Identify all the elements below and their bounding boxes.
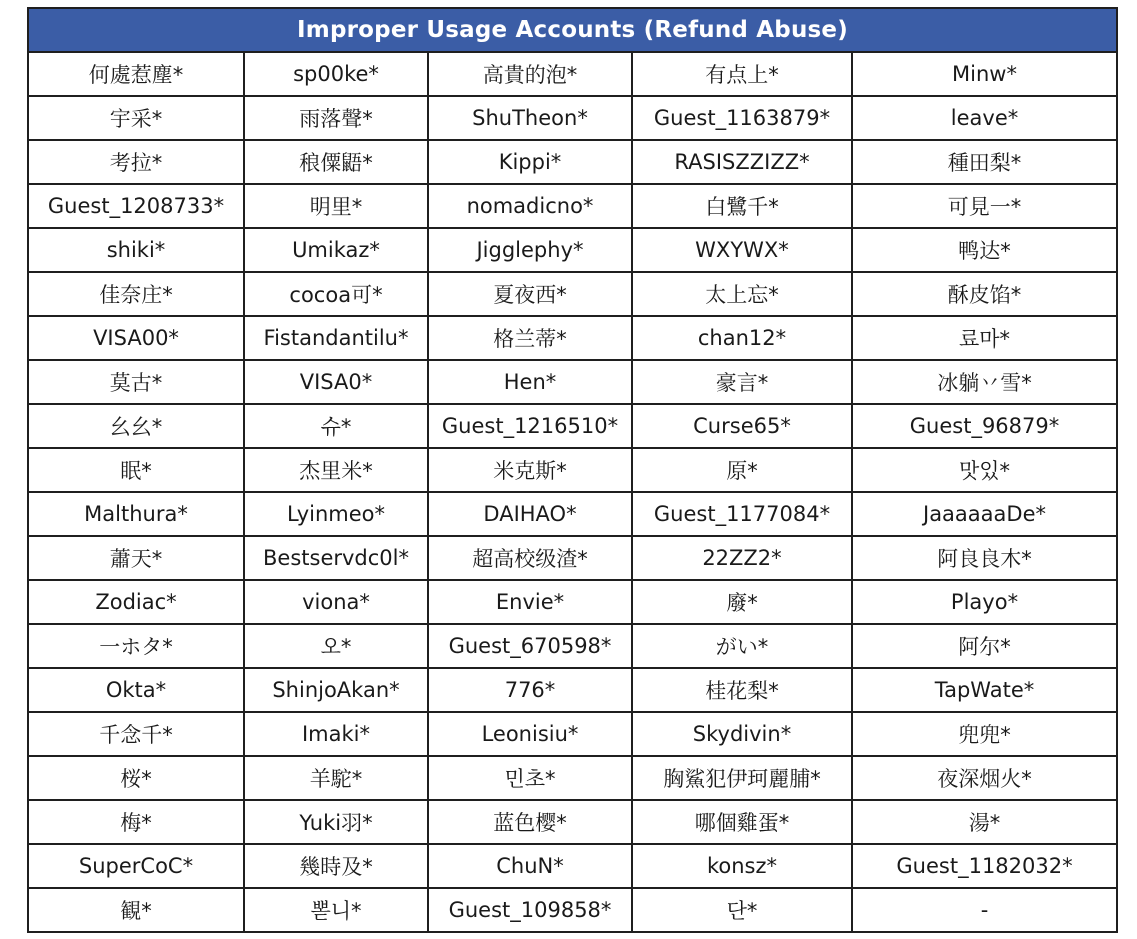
account-cell: viona*: [244, 580, 428, 624]
account-cell: 何處惹塵*: [28, 52, 244, 96]
account-cell: 蕭天*: [28, 536, 244, 580]
account-cell: 桜*: [28, 756, 244, 800]
account-cell: Skydivin*: [632, 712, 852, 756]
account-cell: Guest_1216510*: [428, 404, 632, 448]
account-cell: WXYWX*: [632, 228, 852, 272]
account-cell: 豪言*: [632, 360, 852, 404]
account-cell: 胸鯊犯伊珂麗脯*: [632, 756, 852, 800]
account-cell: VISA0*: [244, 360, 428, 404]
account-cell: Guest_109858*: [428, 888, 632, 932]
account-cell: ChuN*: [428, 844, 632, 888]
account-cell: 22ZZ2*: [632, 536, 852, 580]
table-row: [28, 184, 1117, 228]
account-cell: 맛있*: [852, 448, 1117, 492]
account-cell: Guest_96879*: [852, 404, 1117, 448]
account-cell: 格兰蒂*: [428, 316, 632, 360]
account-cell: 哪個雞蛋*: [632, 800, 852, 844]
account-cell: VISA00*: [28, 316, 244, 360]
table-row: [28, 624, 1117, 668]
account-cell: Curse65*: [632, 404, 852, 448]
account-cell: 湯*: [852, 800, 1117, 844]
account-cell: JaaaaaaDe*: [852, 492, 1117, 536]
account-cell: 776*: [428, 668, 632, 712]
table-row: [28, 140, 1117, 184]
account-cell: 原*: [632, 448, 852, 492]
table-row: [28, 536, 1117, 580]
account-cell: sp00ke*: [244, 52, 428, 96]
account-cell: 可見一*: [852, 184, 1117, 228]
account-cell: Malthura*: [28, 492, 244, 536]
account-cell: Guest_1177084*: [632, 492, 852, 536]
table-row: [28, 404, 1117, 448]
account-cell: 佳奈庄*: [28, 272, 244, 316]
account-cell: 白鷺千*: [632, 184, 852, 228]
account-cell: ShinjoAkan*: [244, 668, 428, 712]
table-body: [28, 52, 1117, 932]
account-cell: Minw*: [852, 52, 1117, 96]
account-cell: Hen*: [428, 360, 632, 404]
account-cell: がい*: [632, 624, 852, 668]
table-row: [28, 228, 1117, 272]
table-row: [28, 316, 1117, 360]
table-row: [28, 52, 1117, 96]
account-cell: 超高校级渣*: [428, 536, 632, 580]
account-cell: 冰躺丷雪*: [852, 360, 1117, 404]
account-cell: 観*: [28, 888, 244, 932]
account-cell: Yuki羽*: [244, 800, 428, 844]
account-cell: Guest_670598*: [428, 624, 632, 668]
account-cell: Playo*: [852, 580, 1117, 624]
account-cell: 오*: [244, 624, 428, 668]
account-cell: 明里*: [244, 184, 428, 228]
account-cell: Okta*: [28, 668, 244, 712]
account-cell: 阿良良木*: [852, 536, 1117, 580]
table-row: [28, 668, 1117, 712]
account-cell: leave*: [852, 96, 1117, 140]
table-row: [28, 360, 1117, 404]
account-cell: 廢*: [632, 580, 852, 624]
account-cell: chan12*: [632, 316, 852, 360]
account-cell: DAIHAO*: [428, 492, 632, 536]
account-cell: 幾時及*: [244, 844, 428, 888]
table-title-row: [28, 8, 1117, 52]
table-row: [28, 580, 1117, 624]
account-cell: 莫古*: [28, 360, 244, 404]
account-cell: 夜深烟火*: [852, 756, 1117, 800]
account-cell: 鸭达*: [852, 228, 1117, 272]
account-cell: Lyinmeo*: [244, 492, 428, 536]
account-cell: Jigglephy*: [428, 228, 632, 272]
account-cell: 슈*: [244, 404, 428, 448]
account-cell: 桂花梨*: [632, 668, 852, 712]
account-cell: 蓝色樱*: [428, 800, 632, 844]
account-cell: ShuTheon*: [428, 96, 632, 140]
account-cell: Leonisiu*: [428, 712, 632, 756]
account-cell: cocoa可*: [244, 272, 428, 316]
account-cell: 稂僳鼯*: [244, 140, 428, 184]
account-cell: 高貴的泡*: [428, 52, 632, 96]
table-row: [28, 712, 1117, 756]
account-cell: 梅*: [28, 800, 244, 844]
account-cell: Guest_1208733*: [28, 184, 244, 228]
account-cell: Envie*: [428, 580, 632, 624]
account-cell: Fistandantilu*: [244, 316, 428, 360]
account-cell: 夏夜西*: [428, 272, 632, 316]
account-cell: RASISZZIZZ*: [632, 140, 852, 184]
accounts-table: [27, 7, 1118, 933]
account-cell: Zodiac*: [28, 580, 244, 624]
account-cell: 민초*: [428, 756, 632, 800]
account-cell: konsz*: [632, 844, 852, 888]
account-cell: -: [852, 888, 1117, 932]
account-cell: 米克斯*: [428, 448, 632, 492]
account-cell: 료마*: [852, 316, 1117, 360]
account-cell: 太上忘*: [632, 272, 852, 316]
account-cell: Imaki*: [244, 712, 428, 756]
account-cell: 種田梨*: [852, 140, 1117, 184]
table-row: [28, 756, 1117, 800]
account-cell: 眠*: [28, 448, 244, 492]
account-cell: Guest_1163879*: [632, 96, 852, 140]
account-cell: 一ホタ*: [28, 624, 244, 668]
account-cell: 幺幺*: [28, 404, 244, 448]
account-cell: 杰里米*: [244, 448, 428, 492]
account-cell: TapWate*: [852, 668, 1117, 712]
account-cell: 阿尔*: [852, 624, 1117, 668]
table-row: [28, 888, 1117, 932]
table-title: Improper Usage Accounts (Refund Abuse): [28, 8, 1117, 52]
account-cell: Bestservdc0l*: [244, 536, 428, 580]
table-row: [28, 96, 1117, 140]
account-cell: 有点上*: [632, 52, 852, 96]
account-cell: 酥皮馅*: [852, 272, 1117, 316]
account-cell: 羊駝*: [244, 756, 428, 800]
table-row: [28, 272, 1117, 316]
account-cell: 考拉*: [28, 140, 244, 184]
table-row: [28, 844, 1117, 888]
account-cell: SuperCoC*: [28, 844, 244, 888]
account-cell: 千念千*: [28, 712, 244, 756]
table-row: [28, 448, 1117, 492]
account-cell: 兜兜*: [852, 712, 1117, 756]
account-cell: 단*: [632, 888, 852, 932]
account-cell: 雨落聲*: [244, 96, 428, 140]
table-row: [28, 800, 1117, 844]
table-row: [28, 492, 1117, 536]
accounts-table-container: [27, 7, 1116, 933]
account-cell: 宇采*: [28, 96, 244, 140]
account-cell: Kippi*: [428, 140, 632, 184]
account-cell: shiki*: [28, 228, 244, 272]
account-cell: Umikaz*: [244, 228, 428, 272]
account-cell: nomadicno*: [428, 184, 632, 228]
account-cell: Guest_1182032*: [852, 844, 1117, 888]
account-cell: 뽇니*: [244, 888, 428, 932]
